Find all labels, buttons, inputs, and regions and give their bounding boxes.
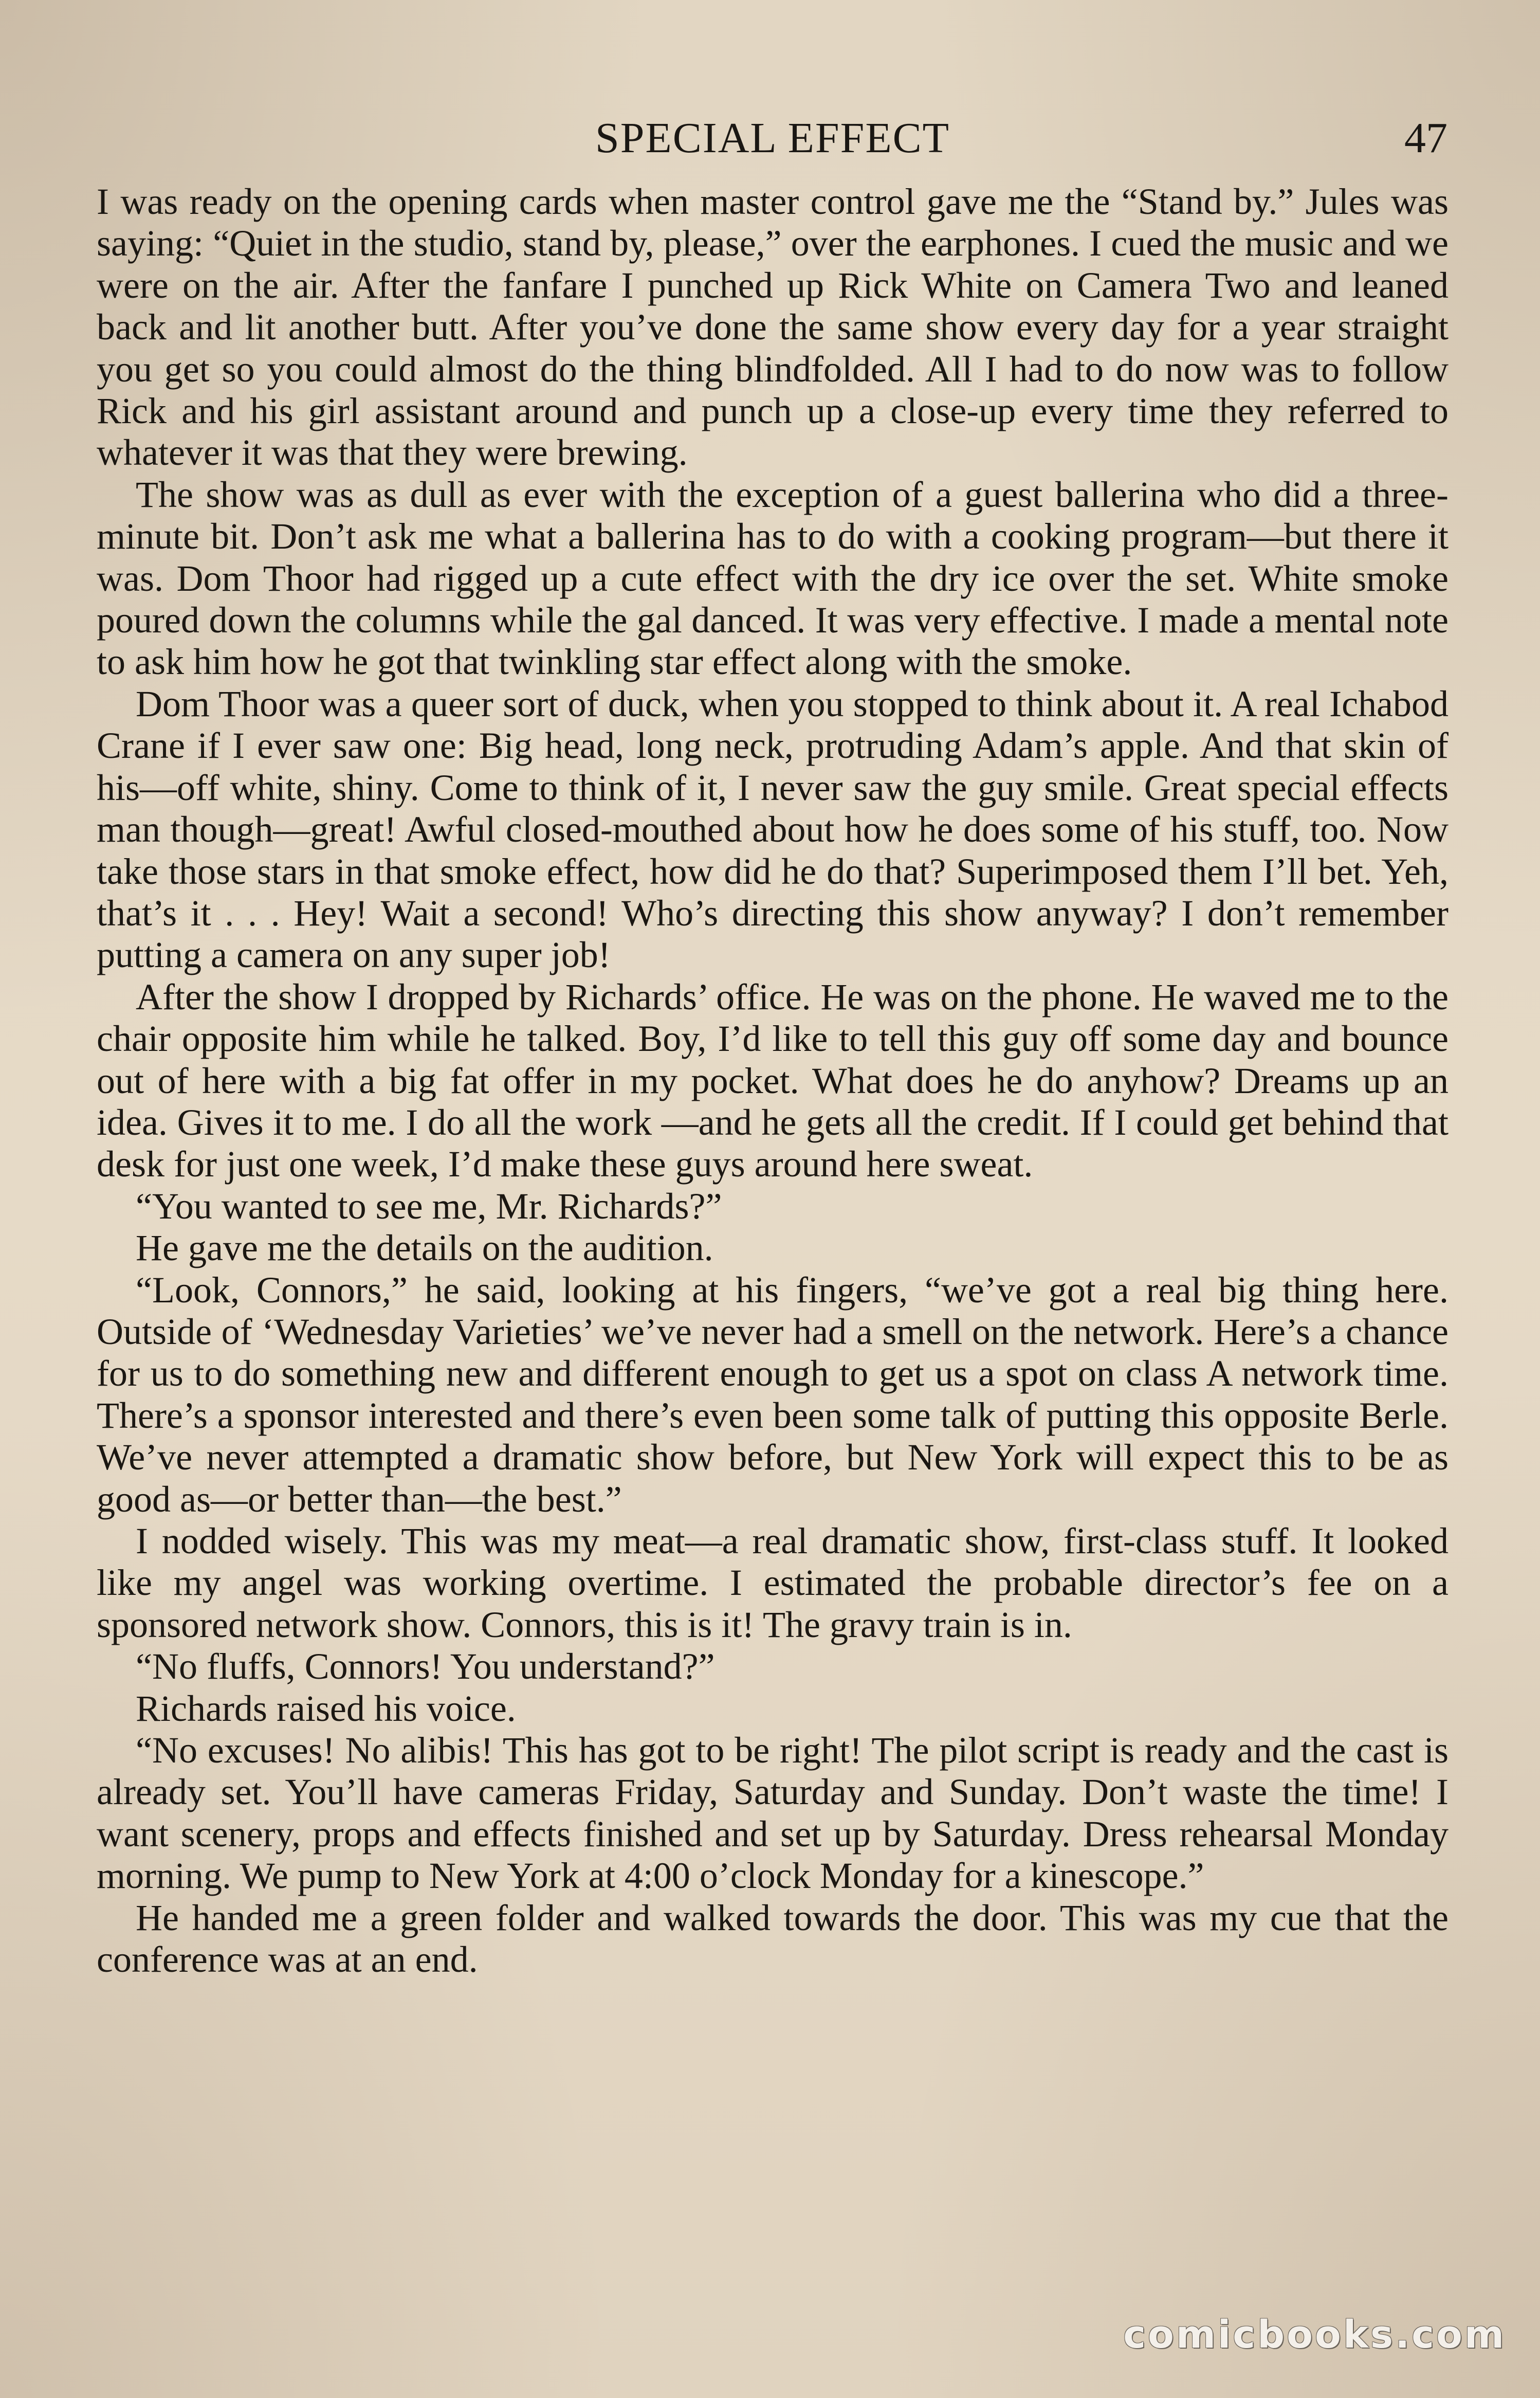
running-head: SPECIAL EFFECT bbox=[595, 114, 950, 162]
paragraph-7: “Look, Connors,” he said, looking at his fingers, “we’ve got a real big thing here. Outside of ‘Wednesday Varieties’ we’ve never had a smell on the network. Here’s a chance for us to do something new and different enough to get us a spot on class A network time. There’s a sponsor interested and there’s even been some talk of putting this opposite Berle. We’ve never attempted a dramatic show before, but New York will expect this to be as good as—or better than—the best.” bbox=[97, 1269, 1449, 1520]
page-number: 47 bbox=[1404, 114, 1447, 162]
paragraph-4: After the show I dropped by Richards’ office. He was on the phone. He waved me to the chair opposite him while he talked. Boy, I’d like to tell this guy off some day and bounce out of here with a big fat offer in my pocket. What does he do anyhow? Dreams up an idea. Gives it to me. I do all the work —and he gets all the credit. If I could get behind that desk for just one week, I’d make these guys around here sweat. bbox=[97, 976, 1449, 1185]
paragraph-2: The show was as dull as ever with the exception of a guest ballerina who did a three-minute bit. Don’t ask me what a ballerina has to do with a cooking program—but there it was. Dom Thoor had rigged up a cute effect with the dry ice over the set. White smoke poured down the columns while the gal danced. It was very effective. I made a mental note to ask him how he got that twinkling star effect along with the smoke. bbox=[97, 474, 1449, 683]
watermark-logo: comicbooks.com bbox=[1123, 2313, 1506, 2357]
paragraph-11: “No excuses! No alibis! This has got to be right! The pilot script is ready and the cast is already set. You’ll have cameras Friday, Saturday and Sunday. Don’t waste the time! I want scenery, props and effects finished and set up by Saturday. Dress rehearsal Monday morning. We pump to New York at 4:00 o’clock Monday for a kinescope.” bbox=[97, 1730, 1449, 1897]
paragraph-12: He handed me a green folder and walked towards the door. This was my cue that the conference was at an end. bbox=[97, 1897, 1449, 1981]
paragraph-10: Richards raised his voice. bbox=[136, 1687, 516, 1729]
paragraph-9: “No fluffs, Connors! You understand?” bbox=[136, 1646, 715, 1687]
paragraph-1: I was ready on the opening cards when master control gave me the “Stand by.” Jules was saying: “Quiet in the studio, stand by, please,” over the earphones. I cued the music and we were on the air. After the fanfare I punched up Rick White on Camera Two and leaned back and lit another butt. After you’ve done the same show every day for a year straight you get so you could almost do the thing blindfolded. All I had to do now was to follow Rick and his girl assistant around and punch up a close-up every time they referred to whatever it was that they were brewing. bbox=[97, 181, 1449, 474]
paragraph-5: “You wanted to see me, Mr. Richards?” bbox=[136, 1185, 722, 1227]
paragraph-6: He gave me the details on the audition. bbox=[136, 1227, 713, 1269]
paragraph-8: I nodded wisely. This was my meat—a real dramatic show, first-class stuff. It looked like my angel was working overtime. I estimated the probable director’s fee on a sponsored network show. Connors, this is it! The gravy train is in. bbox=[97, 1520, 1449, 1645]
paragraph-3: Dom Thoor was a queer sort of duck, when you stopped to think about it. A real Ichabod Crane if I ever saw one: Big head, long neck, protruding Adam’s apple. And that skin of his—off white, shiny. Come to think of it, I never saw the guy smile. Great special effects man though—great! Awful closed-mouthed about how he does some of his stuff, too. Now take those stars in that smoke effect, how did he do that? Superimposed them I’ll bet. Yeh, that’s it . . . Hey! Wait a second! Who’s directing this show anyway? I don’t remember putting a camera on any super job! bbox=[97, 683, 1449, 976]
page-header bbox=[98, 113, 1447, 170]
body-text bbox=[97, 181, 1449, 1981]
